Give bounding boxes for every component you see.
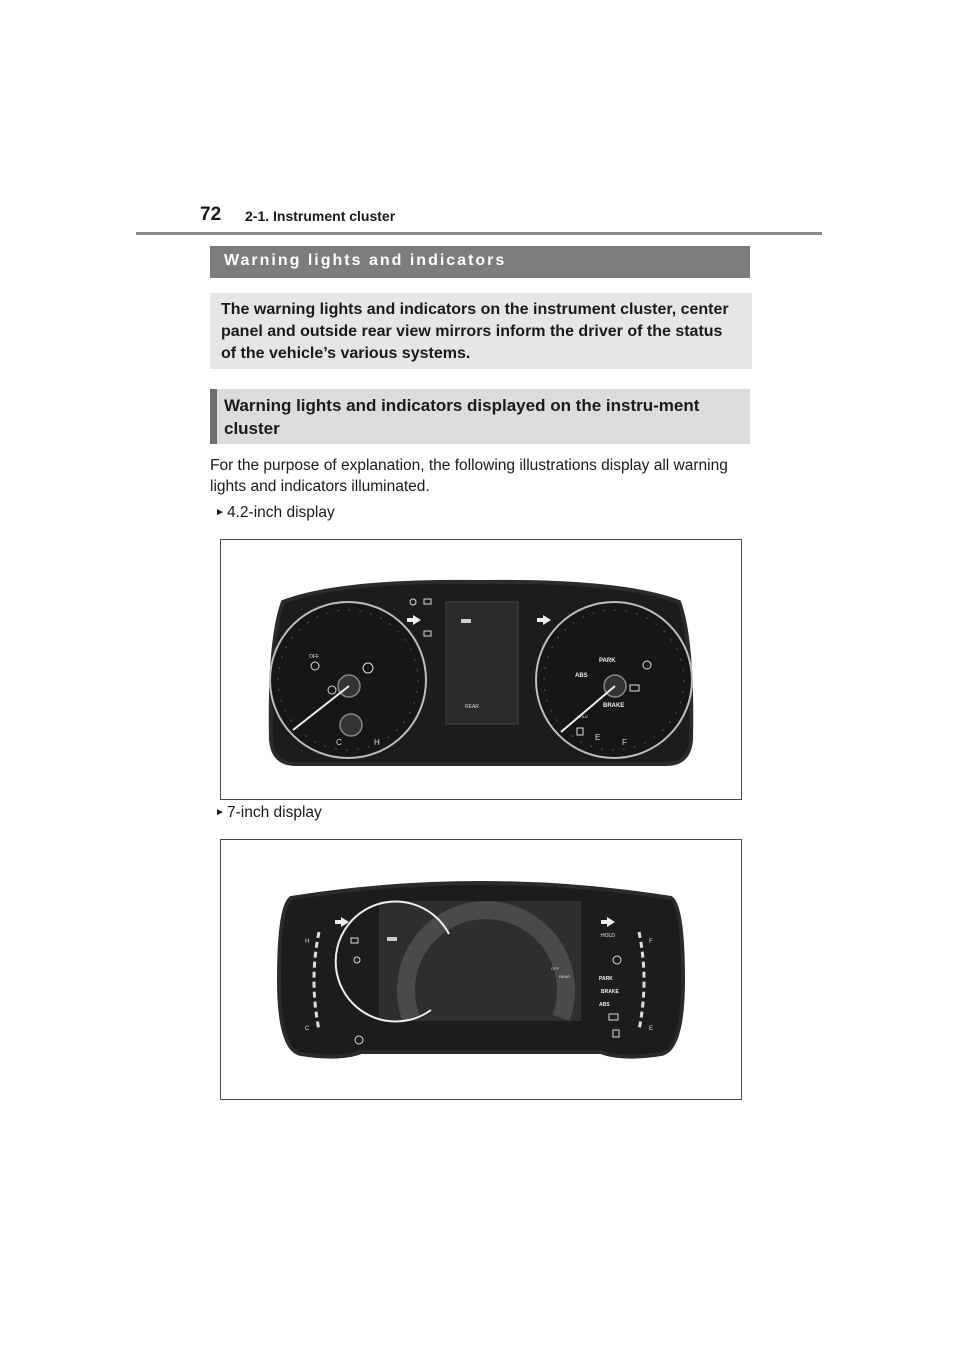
brake-label: BRAKE xyxy=(601,989,619,995)
gauge-h-label: H xyxy=(305,939,310,945)
intro-text: The warning lights and indicators on the instrument cluster, center panel and outside rear view mirrors inform the driver of the status of the vehicle’s various systems. xyxy=(221,301,729,362)
subheading-accent xyxy=(210,389,217,444)
figure-4-2-inch xyxy=(220,539,742,800)
bullet-4-2-inch xyxy=(215,504,335,522)
gauge-f-label: F xyxy=(622,738,627,747)
heading-bar xyxy=(210,246,750,278)
hold-label: HOLD xyxy=(601,933,615,939)
gauge-h-label: H xyxy=(374,738,380,747)
gauge-c-label: C xyxy=(336,738,342,747)
heading-title: Warning lights and indicators xyxy=(224,252,507,269)
gauge-f-label: F xyxy=(649,939,653,945)
off-label: OFF xyxy=(551,966,559,971)
cluster-7-inch-illustration xyxy=(221,840,741,1099)
subheading-box xyxy=(210,389,750,444)
off-label: OFF xyxy=(309,654,319,660)
subheading-text: Warning lights and indicators displayed on the instru-ment cluster xyxy=(224,396,700,438)
gauge-c-label: C xyxy=(305,1026,310,1032)
bullet-arrow-icon: ► xyxy=(215,807,225,819)
cluster-4-2-inch-illustration xyxy=(221,540,741,799)
eco-icon xyxy=(387,937,397,941)
park-label: PARK xyxy=(599,976,613,982)
header-rule xyxy=(136,232,822,235)
figure-7-inch xyxy=(220,839,742,1100)
eco-icon xyxy=(461,619,471,623)
brake-label: BRAKE xyxy=(603,703,625,709)
page-number: 72 xyxy=(200,204,222,225)
intro-box xyxy=(210,293,752,369)
bullet-arrow-icon: ► xyxy=(215,507,225,519)
section-title: 2-1. Instrument cluster xyxy=(245,208,396,224)
rear-label: REAR xyxy=(465,704,479,710)
abs-label: ABS xyxy=(575,673,588,679)
rear-label: REAR xyxy=(559,974,571,979)
bullet-label: 4.2-inch display xyxy=(227,504,335,521)
bullet-label: 7-inch display xyxy=(227,804,322,821)
bullet-7-inch xyxy=(215,804,322,822)
gauge-e-label: E xyxy=(649,1026,654,1032)
body-text: For the purpose of explanation, the following illustrations display all warning lights and indicators illuminated. xyxy=(210,457,728,495)
hold-label: HOLD xyxy=(577,714,589,719)
abs-label: ABS xyxy=(599,1002,610,1008)
park-label: PARK xyxy=(599,658,616,664)
gauge-e-label: E xyxy=(595,733,601,742)
